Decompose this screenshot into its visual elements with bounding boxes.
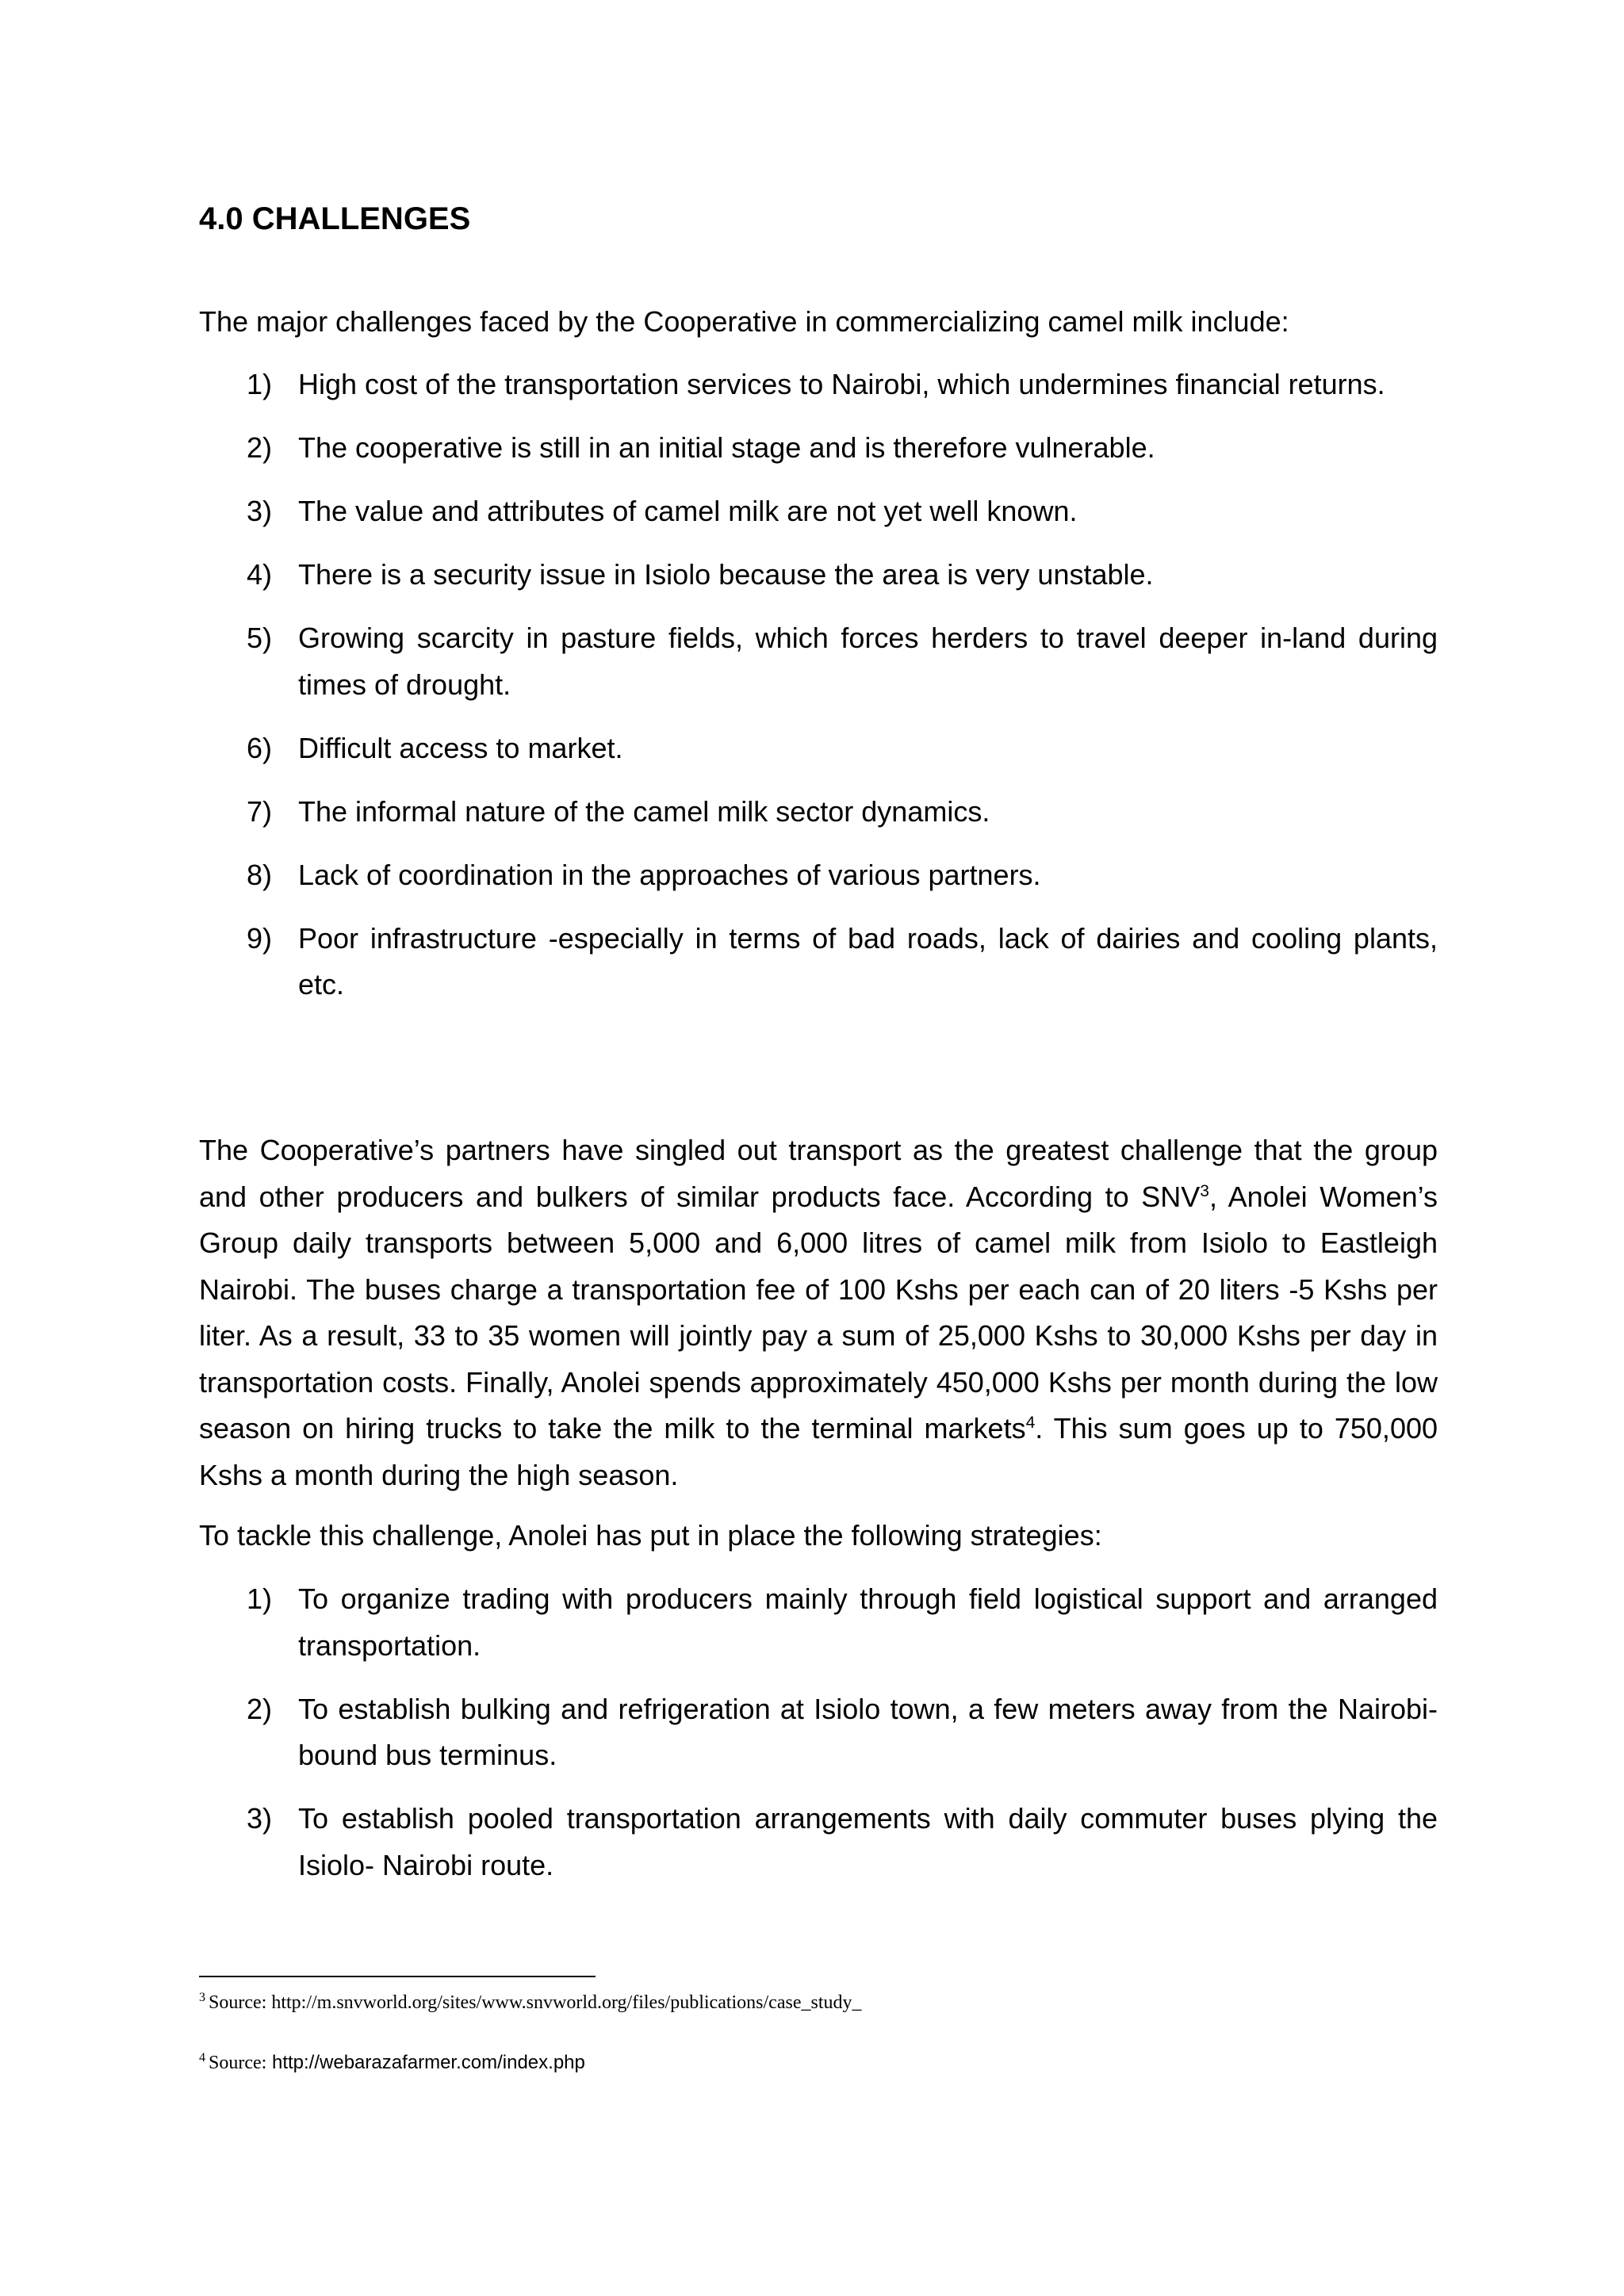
list-text: There is a security issue in Isiolo because the area is very unstable. [298, 558, 1154, 591]
footnote-url: http://m.snvworld.org/sites/www.snvworld.org/files/publications/case_study_ [266, 1992, 862, 2013]
footnote-label: Source: [209, 2053, 267, 2073]
challenges-list [199, 362, 1438, 1025]
list-text: To establish pooled transportation arrangements with daily commuter buses plying the Isiolo- Nairobi route. [298, 1802, 1438, 1881]
list-item [199, 852, 1438, 899]
list-item [199, 725, 1438, 772]
list-text: Difficult access to market. [298, 731, 623, 764]
list-number: 9) [247, 921, 273, 955]
list-item [199, 425, 1438, 472]
transport-paragraph [199, 1127, 1438, 1498]
list-item [199, 1686, 1438, 1779]
list-text: Poor infrastructure -especially in terms of bad roads, lack of dairies and cooling plants, etc. [298, 921, 1438, 1001]
list-text: Lack of coordination in the approaches of various partners. [298, 858, 1041, 891]
paragraph-text: , Anolei Women’s Group daily transports between 5,000 and 6,000 litres of camel milk from Isiolo to Eastleigh Nairobi. The buses charge a transportation fee of 100 Kshs per each can of 20 liters -5 Kshs per liter. As a result, 33 to 35 women will jointly pay a sum of 25,000 Kshs to 30,000 Kshs per day in transportation costs. Finally, Anolei spends approximately 450,000 Kshs per month during the low season on hiring trucks to take the milk to the terminal markets [199, 1180, 1438, 1445]
list-item [199, 615, 1438, 708]
paragraph-text: . This sum goes up to 750,000 Kshs a month during the high season. [199, 1412, 1438, 1491]
footnote-label: Source: [209, 1992, 267, 2013]
list-number: 4) [247, 558, 273, 591]
list-item [199, 916, 1438, 1008]
list-item [199, 362, 1438, 408]
section-heading: 4.0 CHALLENGES [199, 201, 471, 236]
footnote [199, 2049, 585, 2077]
list-number: 8) [247, 858, 273, 891]
footnote-ref: 3 [1200, 1181, 1209, 1200]
list-text: To organize trading with producers mainly through field logistical support and arranged transportation. [298, 1582, 1438, 1662]
footnote-mark: 4 [199, 2051, 205, 2064]
list-number: 5) [247, 622, 273, 654]
list-number: 2) [247, 431, 273, 464]
list-item [199, 1796, 1438, 1888]
strategies-list [199, 1576, 1438, 1906]
footnote-mark: 3 [199, 1991, 205, 2004]
list-number: 7) [247, 794, 273, 828]
list-text: To establish bulking and refrigeration at Isiolo town, a few meters away from the Nairobi-bound bus terminus. [298, 1692, 1438, 1771]
paragraph-text: The Cooperative’s partners have singled out transport as the greatest challenge that the group and other producers and bulkers of similar products face. According to SNV [199, 1134, 1438, 1213]
list-text: The value and attributes of camel milk are not yet well known. [298, 495, 1078, 527]
list-text: High cost of the transportation services to Nairobi, which undermines financial returns. [298, 368, 1385, 400]
footnote-ref: 4 [1025, 1414, 1036, 1432]
list-number: 1) [247, 368, 273, 400]
footnote-separator [199, 1976, 596, 1977]
challenges-intro: The major challenges faced by the Cooperative in commercializing camel milk include: [199, 305, 1289, 338]
footnote [199, 1988, 862, 2017]
list-number: 2) [247, 1692, 273, 1725]
list-item [199, 789, 1438, 836]
list-number: 1) [247, 1582, 273, 1615]
footnote-url: http://webarazafarmer.com/index.php [266, 2052, 585, 2073]
list-number: 3) [247, 495, 273, 527]
list-item [199, 488, 1438, 535]
list-number: 6) [247, 731, 273, 764]
strategies-intro: To tackle this challenge, Anolei has put in place the following strategies: [199, 1519, 1102, 1552]
list-text: The informal nature of the camel milk sector dynamics. [298, 794, 990, 828]
list-number: 3) [247, 1802, 273, 1835]
list-text: The cooperative is still in an initial stage and is therefore vulnerable. [298, 431, 1155, 464]
list-item [199, 552, 1438, 599]
list-text: Growing scarcity in pasture fields, which forces herders to travel deeper in-land during times of drought. [298, 622, 1438, 701]
list-item [199, 1576, 1438, 1669]
